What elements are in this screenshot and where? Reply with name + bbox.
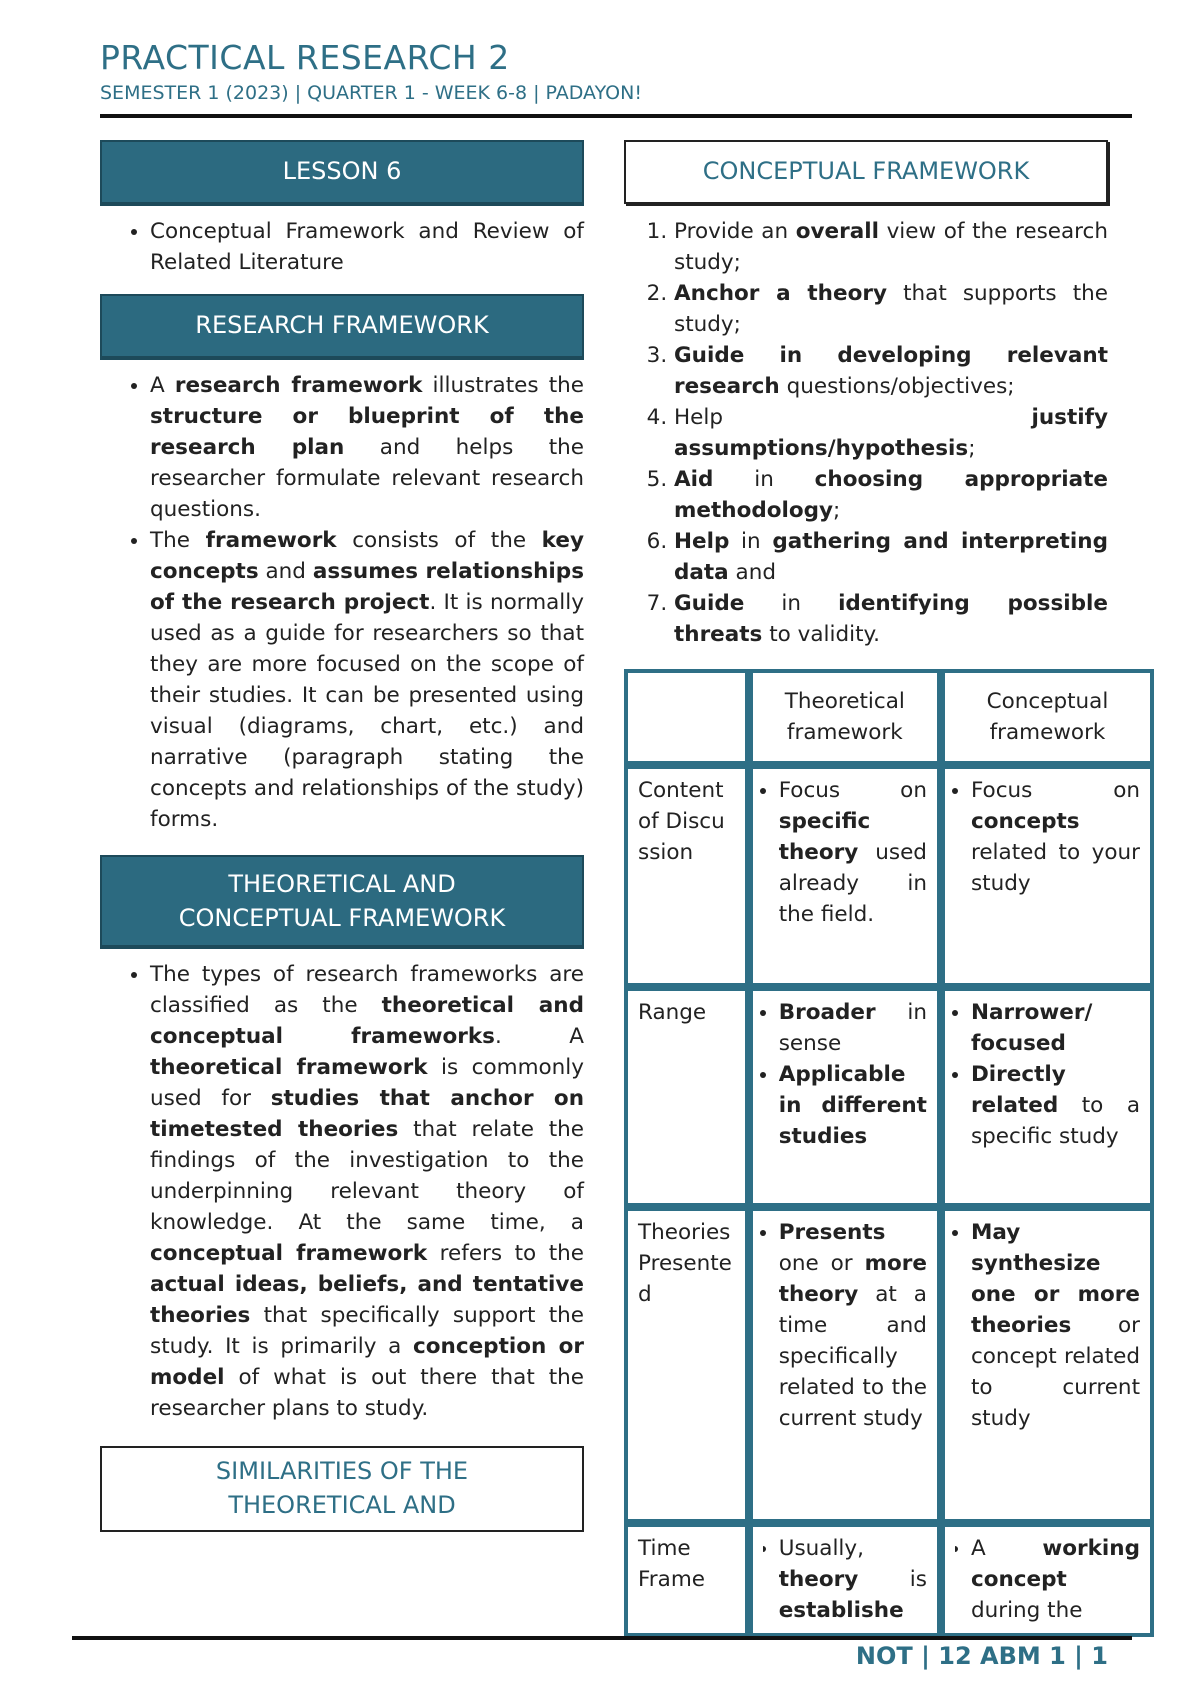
cf-item-6: 6. Help in gathering and interpreting data and [674,526,1108,588]
tc-item: • The types of research frameworks are classified as the theoretical and conceptual frameworks. A theoretical framework is commonly used for studies that anchor on timetested theories that relate the findings of the investigation to the underpinning relevant theory of knowledge. At the same time, a conceptual framework refers to the actual ideas, beliefs, and tentative theories that specifically support the study. It is primarily a conception or model of what is out there that the researcher plans to study. [150,959,584,1424]
cf-item-1: 1. Provide an overall view of the research study; [674,216,1108,278]
table-row [624,765,1154,987]
sim-band-line-2: THEORETICAL AND [228,1491,456,1519]
page-subtitle: SEMESTER 1 (2023) | QUARTER 1 - WEEK 6-8 | PADAYON! [100,82,642,104]
cf-item-4: 4. Help justify assumptions/hypothesis; [674,402,1108,464]
sim-band-line-1: SIMILARITIES OF THE [215,1457,469,1485]
cell-time-conceptual: • A working concept during the [941,1523,1154,1637]
cf-item-5: 5. Aid in choosing appropriate methodology; [674,464,1108,526]
research-framework-band: RESEARCH FRAMEWORK [100,294,584,358]
right-column [624,140,1108,650]
table-header-row [624,669,1154,765]
cell-content-theoretical: • Focus on specific theory used already in the field. [749,765,941,987]
table-header-blank [624,669,749,765]
similarities-band [100,1446,584,1532]
page-footer: NOT | 12 ABM 1 | 1 [855,1642,1108,1670]
cell-range-theoretical: • Broader in sense • Applicable in different studies [749,987,941,1207]
table-row [624,1523,1154,1637]
cf-item-3: 3. Guide in developing relevant research questions/objectives; [674,340,1108,402]
row-label-theories: Theories Presented [624,1207,749,1523]
lesson-band: LESSON 6 [100,140,584,204]
page-title: PRACTICAL RESEARCH 2 [100,38,510,77]
table-header-conceptual: Conceptual framework [941,669,1154,765]
table-header-theoretical: Theoretical framework [749,669,941,765]
left-column [100,140,584,1532]
cell-theories-conceptual: • May synthesize one or more theories or concept related to current study [941,1207,1154,1523]
cell-range-conceptual: • Narrower/ focused • Directly related to a specific study [941,987,1154,1207]
conceptual-framework-band: CONCEPTUAL FRAMEWORK [624,140,1108,204]
conceptual-framework-list [624,216,1108,650]
cell-time-theoretical: • Usually, theory is establishe [749,1523,941,1637]
table-row [624,987,1154,1207]
cf-item-2: 2. Anchor a theory that supports the study; [674,278,1108,340]
row-label-range: Range [624,987,749,1207]
cell-theories-theoretical: • Presents one or more theory at a time and specifically related to the current study [749,1207,941,1523]
research-framework-list [100,370,584,835]
cf-item-7: 7. Guide in identifying possible threats to validity. [674,588,1108,650]
row-label-content: Content of Discussion [624,765,749,987]
cell-content-conceptual: • Focus on concepts related to your study [941,765,1154,987]
comparison-table [624,669,1154,1637]
tc-band-line-1: THEORETICAL AND [228,870,456,898]
row-label-time: Time Frame [624,1523,749,1637]
table-row [624,1207,1154,1523]
tc-band-line-2: CONCEPTUAL FRAMEWORK [178,904,506,932]
lesson-item: • Conceptual Framework and Review of Related Literature [150,216,584,278]
rf-item-1: • A research framework illustrates the structure or blueprint of the research plan and helps the researcher formulate relevant research questions. [150,370,584,525]
lesson-list [100,216,584,278]
rf-item-2: • The framework consists of the key concepts and assumes relationships of the research project. It is normally used as a guide for researchers so that they are more focused on the scope of their studies. It can be presented using visual (diagrams, chart, etc.) and narrative (paragraph stating the concepts and relationships of the study) forms. [150,525,584,835]
tc-list [100,959,584,1424]
footer-rule [72,1636,1132,1640]
header-rule [100,114,1132,118]
theoretical-conceptual-band [100,855,584,947]
